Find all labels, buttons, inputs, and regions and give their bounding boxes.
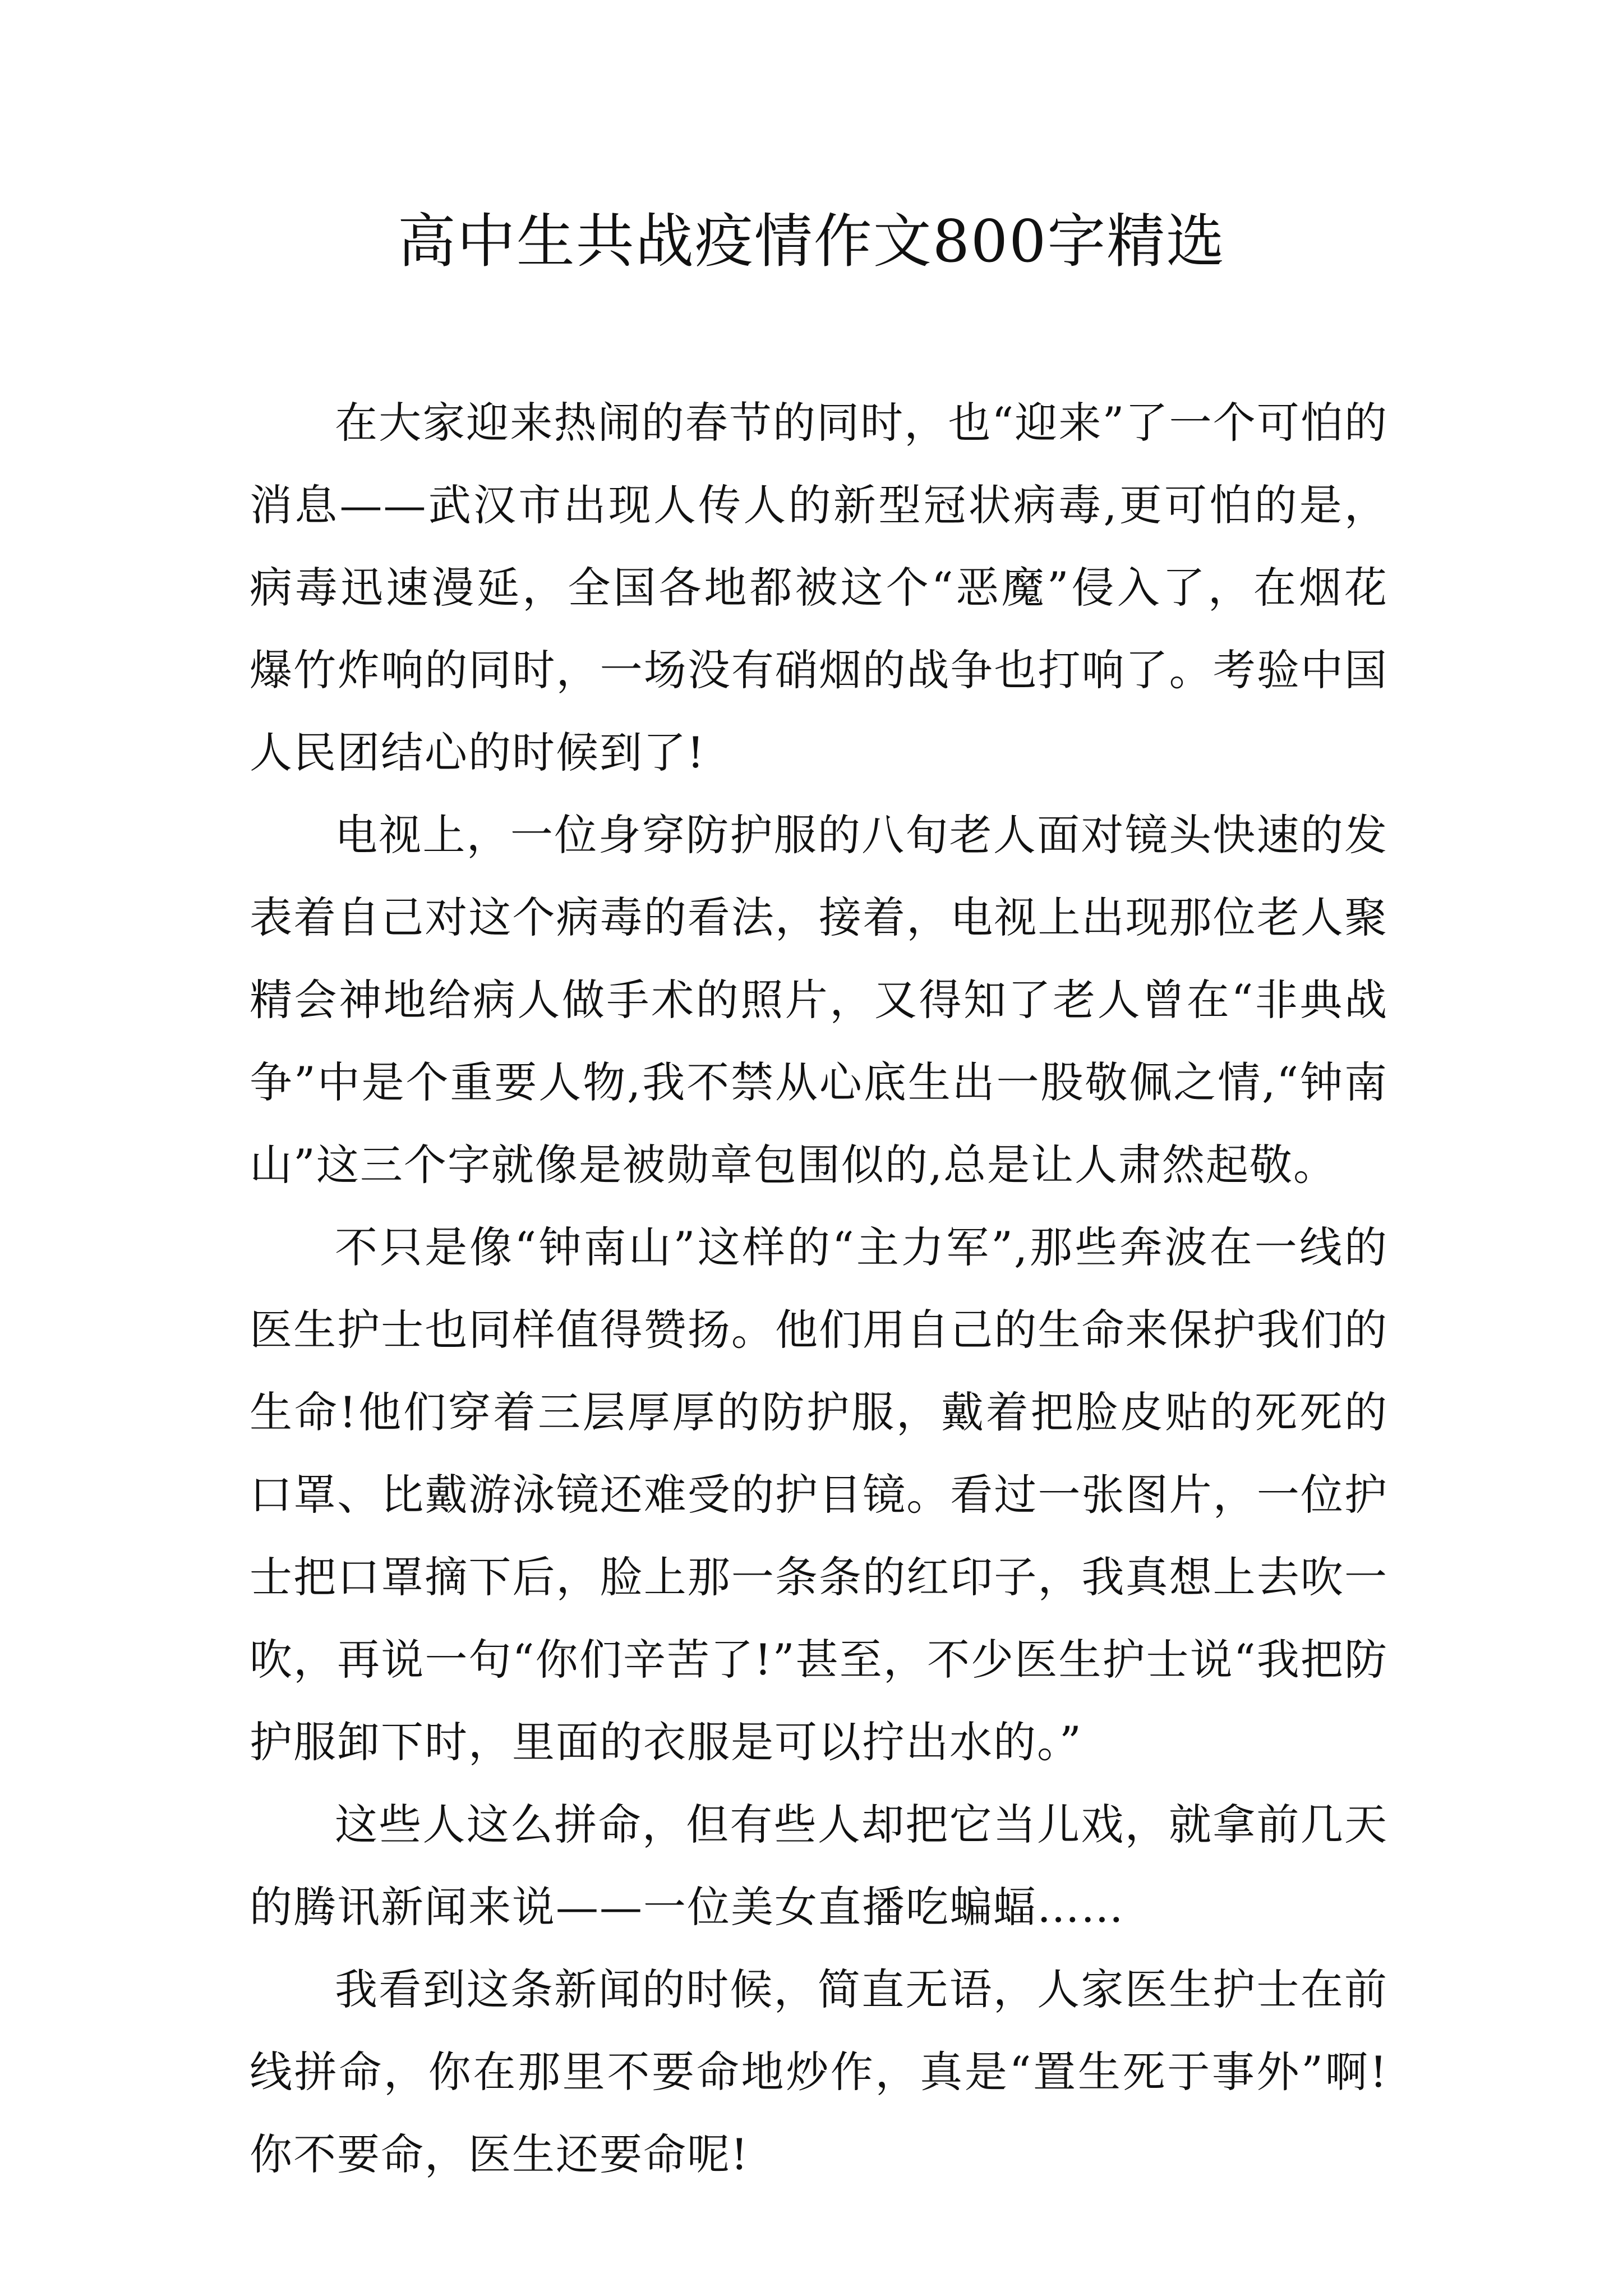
- paragraph-4: 这些人这么拼命，但有些人却把它当儿戏，就拿前几天的腾讯新闻来说——一位美女直播吃蝙蝠……: [250, 1800, 1388, 1932]
- paragraph-1: 在大家迎来热闹的春节的同时，也“迎来”了一个可怕的消息——武汉市出现人传人的新型冠状病毒,更可怕的是，病毒迅速漫延，全国各地都被这个“恶魔”侵入了，在烟花爆竹炸响的同时，一场没有硝烟的战争也打响了。考验中国人民团结心的时候到了!: [250, 398, 1388, 777]
- document-body: [250, 381, 1388, 2196]
- paragraph-2: 电视上，一位身穿防护服的八旬老人面对镜头快速的发表着自己对这个病毒的看法，接着，电视上出现那位老人聚精会神地给病人做手术的照片，又得知了老人曾在“非典战争”中是个重要人物,我不禁从心底生出一股敬佩之情,“钟南山”这三个字就像是被勋章包围似的,总是让人肃然起敬。: [250, 810, 1388, 1190]
- paragraph-5: 我看到这条新闻的时候，简直无语，人家医生护士在前线拼命，你在那里不要命地炒作，真是“置生死于事外”啊!你不要命，医生还要命呢!: [250, 1964, 1388, 2179]
- document-title: 高中生共战疫情作文800字精选: [397, 207, 1226, 275]
- paragraph-3: 不只是像“钟南山”这样的“主力军”,那些奔波在一线的医生护士也同样值得赞扬。他们用自己的生命来保护我们的生命!他们穿着三层厚厚的防护服，戴着把脸皮贴的死死的口罩、比戴游泳镜还难受的护目镜。看过一张图片，一位护士把口罩摘下后，脸上那一条条的红印子，我真想上去吹一吹，再说一句“你们辛苦了!”甚至，不少医生护士说“我把防护服卸下时，里面的衣服是可以拧出水的。”: [250, 1222, 1388, 1767]
